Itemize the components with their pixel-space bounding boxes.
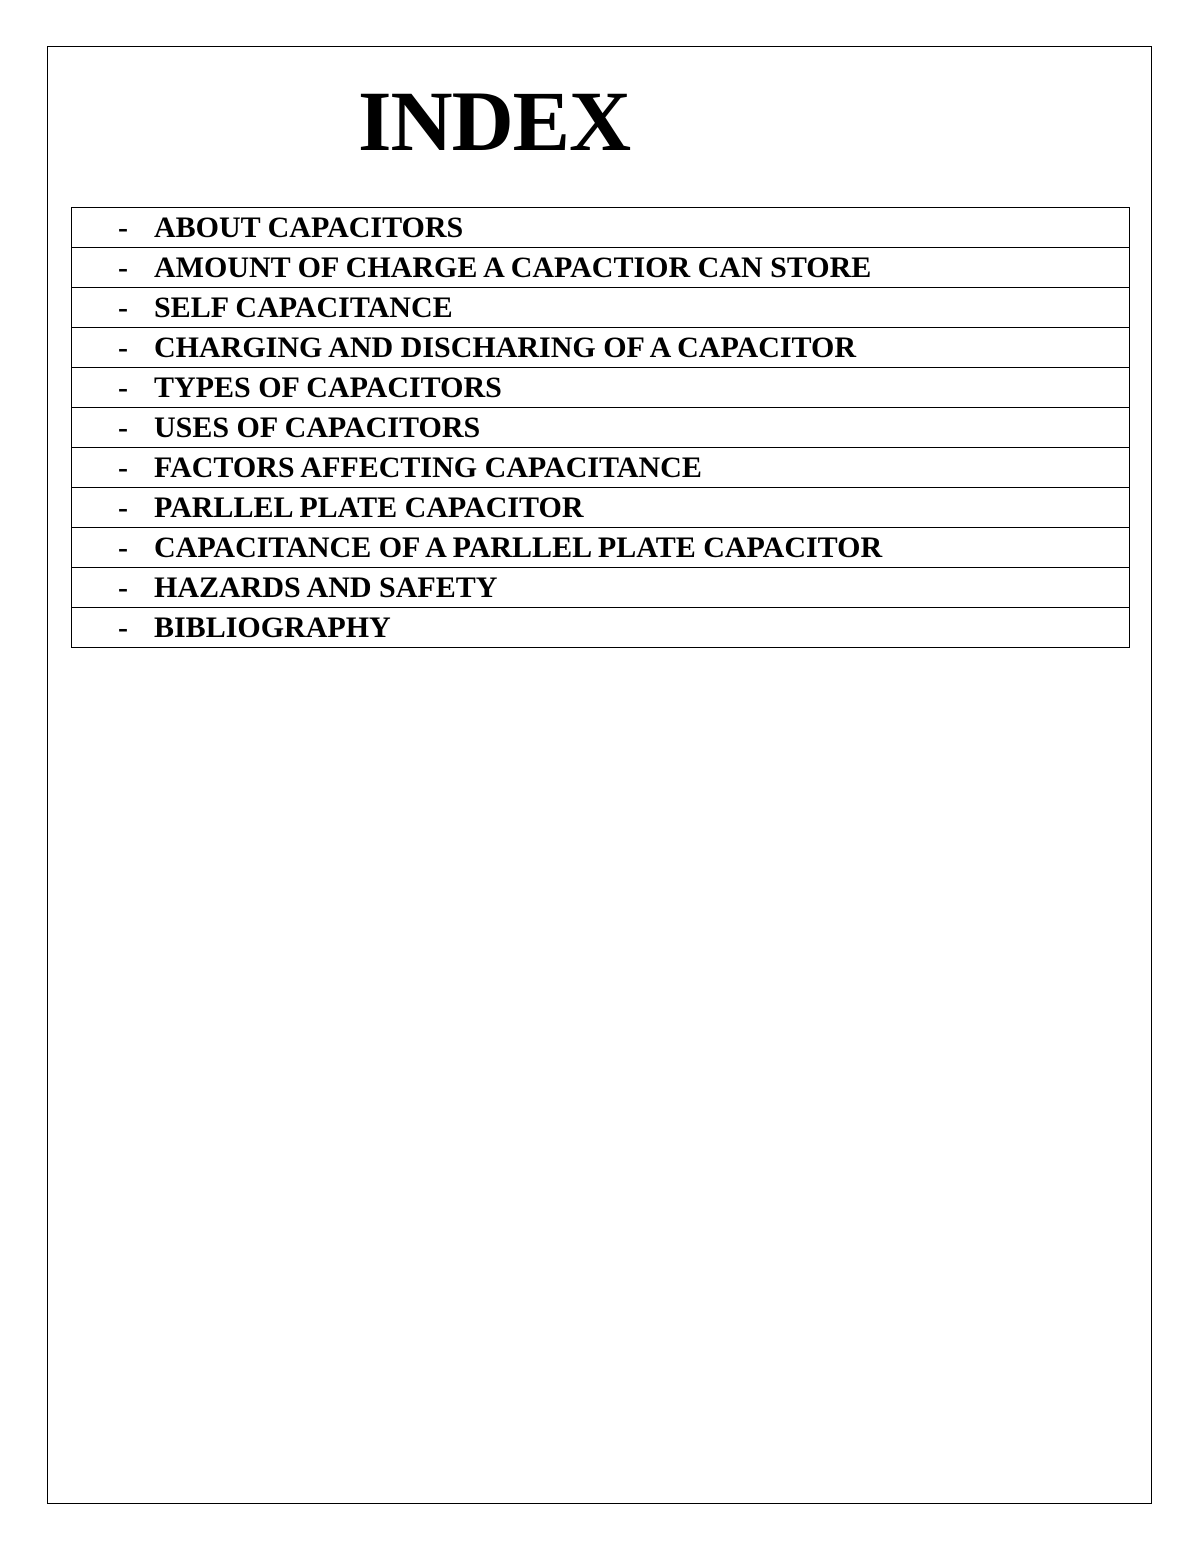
bullet-dash: - (118, 291, 128, 324)
index-item-bibliography: BIBLIOGRAPHY (154, 611, 391, 644)
index-cell (72, 288, 1130, 328)
table-row (72, 288, 1130, 328)
index-cell (72, 568, 1130, 608)
bullet-dash: - (118, 251, 128, 284)
page-title: INDEX (358, 73, 631, 169)
table-row (72, 528, 1130, 568)
table-row (72, 448, 1130, 488)
table-row (72, 368, 1130, 408)
table-row (72, 488, 1130, 528)
index-cell (72, 608, 1130, 648)
index-cell (72, 448, 1130, 488)
index-cell (72, 528, 1130, 568)
index-item-factors-affecting: FACTORS AFFECTING CAPACITANCE (154, 451, 702, 484)
index-item-hazards-safety: HAZARDS AND SAFETY (154, 571, 498, 604)
index-cell (72, 248, 1130, 288)
bullet-dash: - (118, 491, 128, 524)
index-item-uses-of-capacitors: USES OF CAPACITORS (154, 411, 481, 444)
index-cell (72, 368, 1130, 408)
index-cell (72, 408, 1130, 448)
index-cell (72, 488, 1130, 528)
index-item-self-capacitance: SELF CAPACITANCE (154, 291, 453, 324)
bullet-dash: - (118, 531, 128, 564)
bullet-dash: - (118, 371, 128, 404)
table-row (72, 328, 1130, 368)
bullet-dash: - (118, 571, 128, 604)
bullet-dash: - (118, 411, 128, 444)
table-row (72, 608, 1130, 648)
index-table (71, 207, 1130, 648)
table-row (72, 408, 1130, 448)
table-row (72, 208, 1130, 248)
index-item-charging-discharging: CHARGING AND DISCHARING OF A CAPACITOR (154, 331, 857, 364)
index-item-about-capacitors: ABOUT CAPACITORS (154, 211, 464, 244)
index-cell (72, 328, 1130, 368)
index-cell (72, 208, 1130, 248)
bullet-dash: - (118, 451, 128, 484)
table-row (72, 248, 1130, 288)
bullet-dash: - (118, 611, 128, 644)
index-item-amount-of-charge: AMOUNT OF CHARGE A CAPACTIOR CAN STORE (154, 251, 872, 284)
index-item-parallel-plate: PARLLEL PLATE CAPACITOR (154, 491, 584, 524)
table-row (72, 568, 1130, 608)
bullet-dash: - (118, 331, 128, 364)
bullet-dash: - (118, 211, 128, 244)
index-item-types-of-capacitors: TYPES OF CAPACITORS (154, 371, 502, 404)
index-item-capacitance-parallel-plate: CAPACITANCE OF A PARLLEL PLATE CAPACITOR (154, 531, 883, 564)
